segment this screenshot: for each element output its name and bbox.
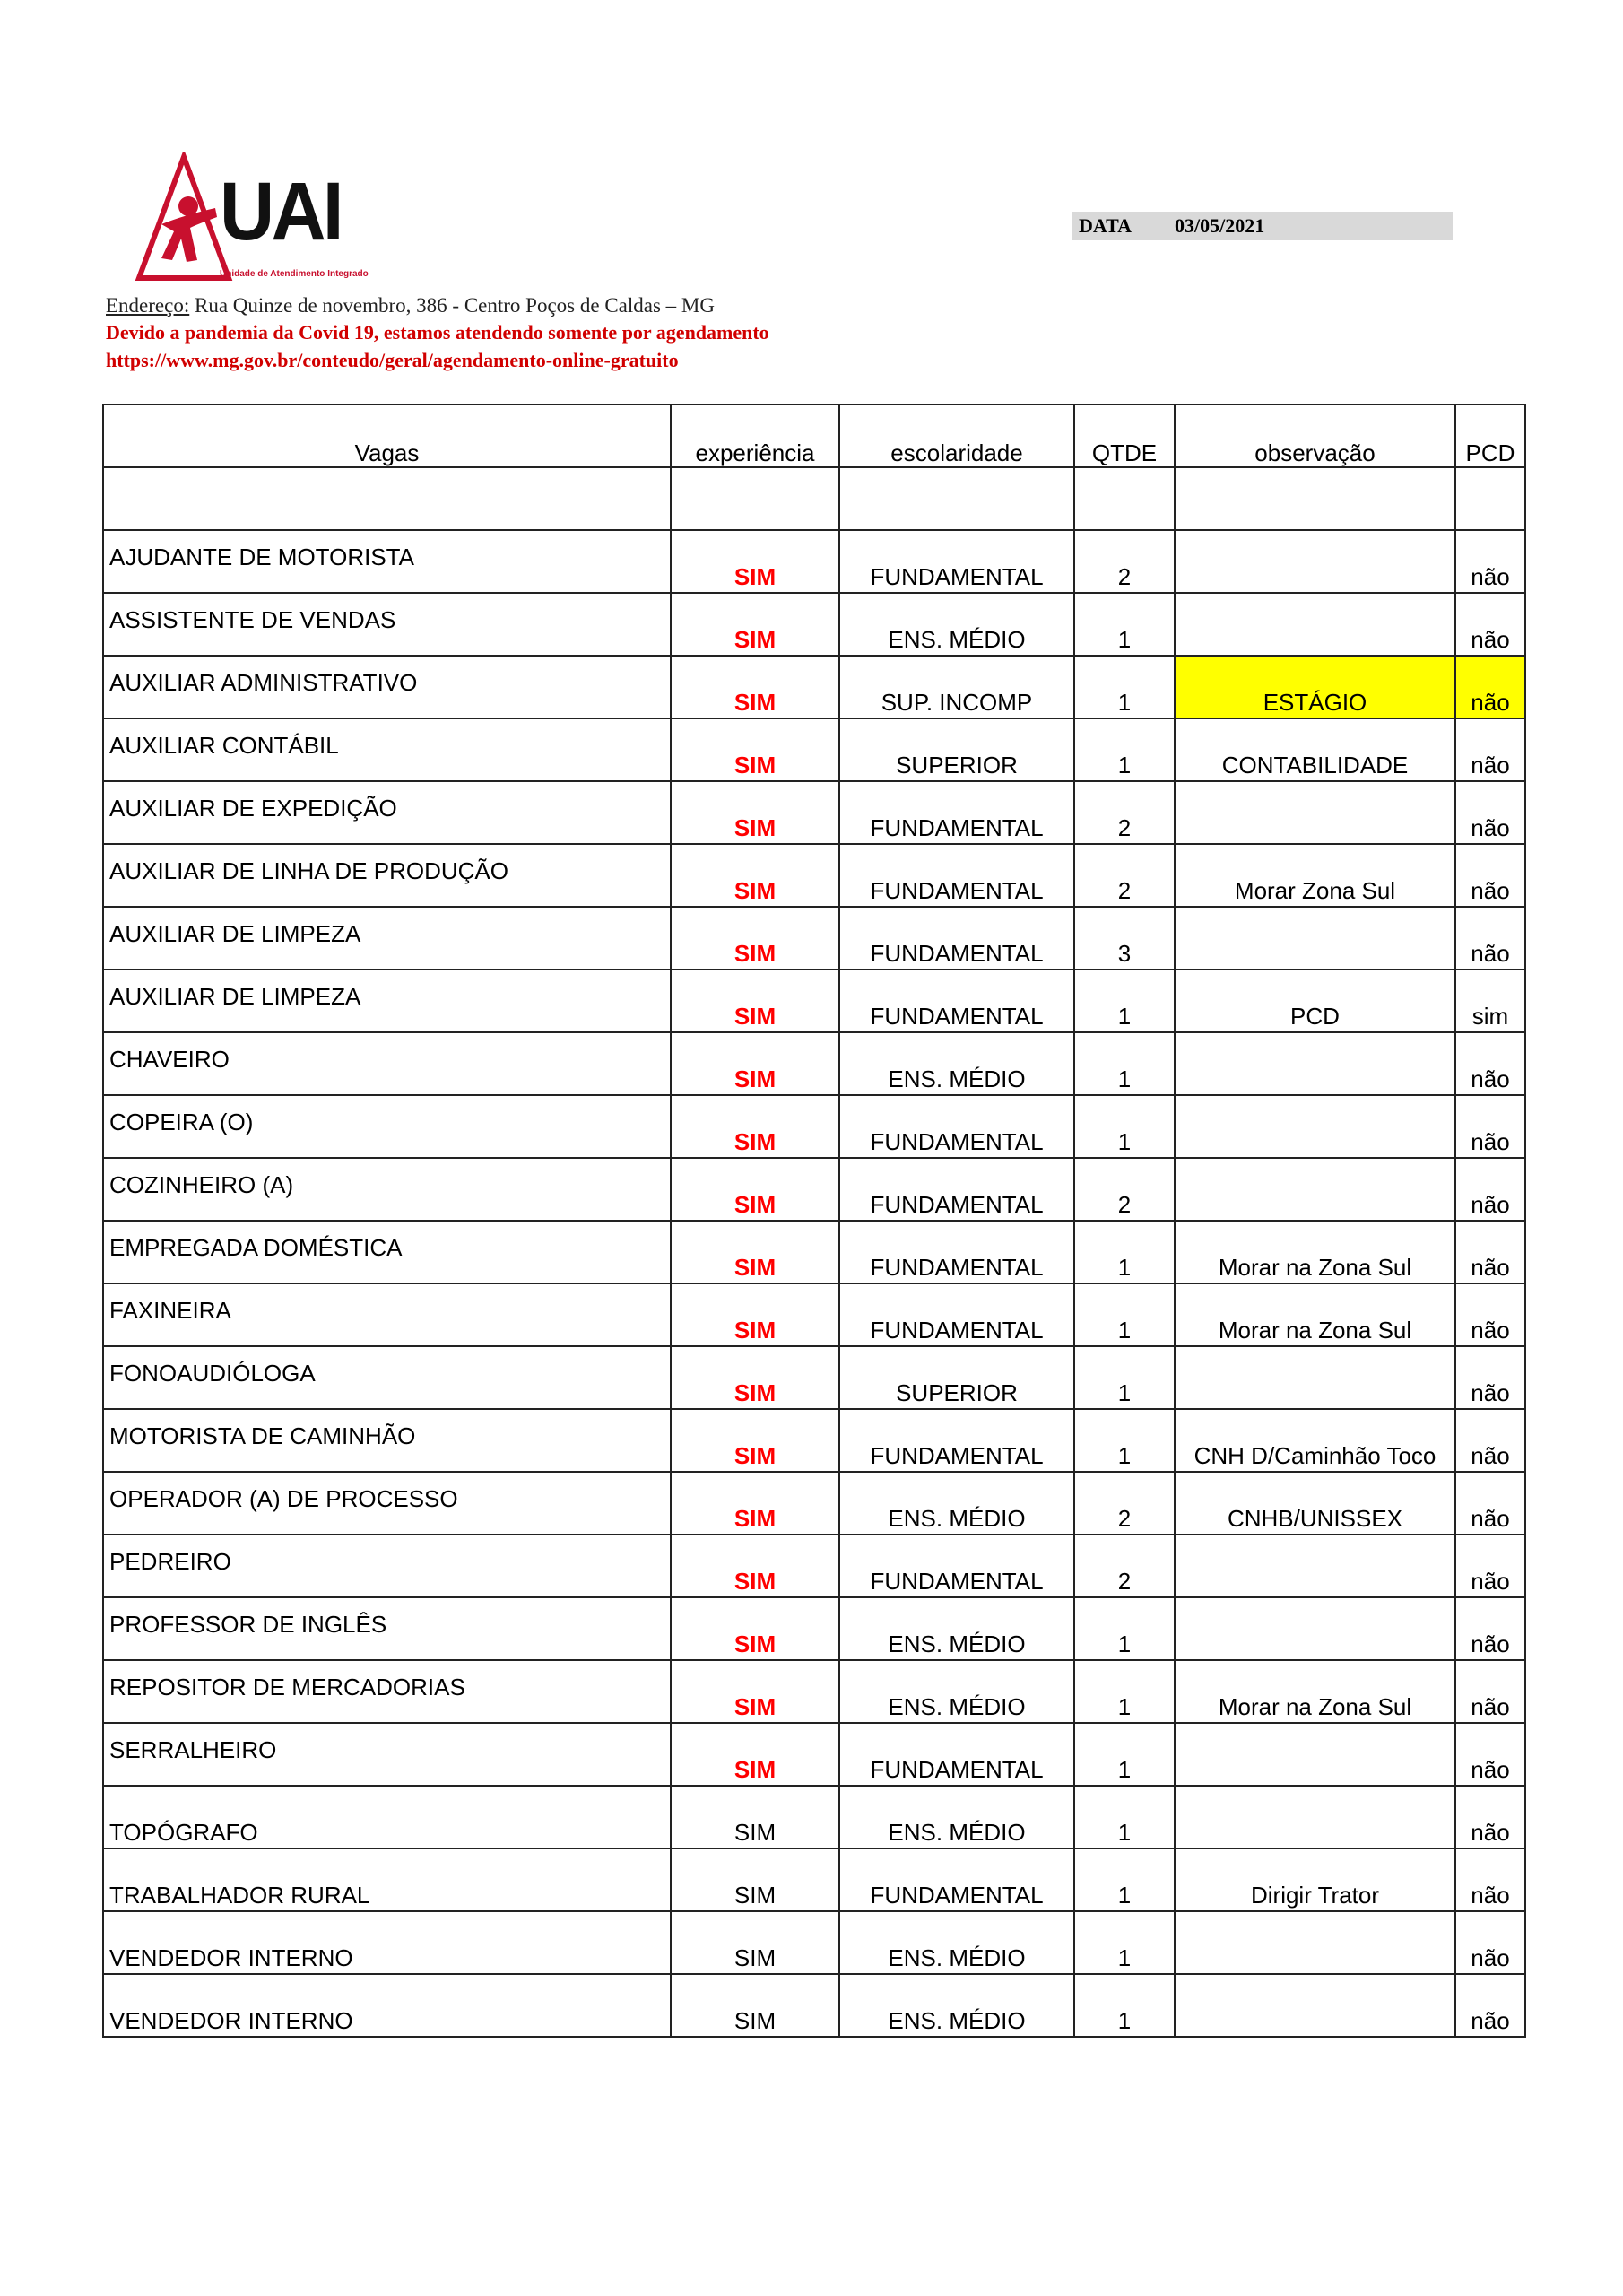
cell-qtde: 1 <box>1074 593 1175 656</box>
cell-escolaridade: ENS. MÉDIO <box>839 1660 1074 1723</box>
table-row <box>103 593 1525 656</box>
cell-experiencia: SIM <box>671 593 839 656</box>
cell-experiencia: SIM <box>671 1032 839 1095</box>
cell-observacao <box>1175 1786 1455 1848</box>
cell-observacao: Morar na Zona Sul <box>1175 1221 1455 1283</box>
cell-pcd: não <box>1455 1095 1525 1158</box>
table-row <box>103 1032 1525 1095</box>
cell-escolaridade: ENS. MÉDIO <box>839 1974 1074 2037</box>
cell-pcd: não <box>1455 1158 1525 1221</box>
cell-vaga: FAXINEIRA <box>103 1283 671 1346</box>
cell-pcd: não <box>1455 1221 1525 1283</box>
cell-pcd: não <box>1455 1723 1525 1786</box>
cell-observacao <box>1175 530 1455 593</box>
header-experiencia: experiência <box>671 404 839 467</box>
table-row <box>103 1409 1525 1472</box>
cell-escolaridade: FUNDAMENTAL <box>839 1723 1074 1786</box>
cell-qtde: 1 <box>1074 1409 1175 1472</box>
uai-logo-mark <box>135 152 233 287</box>
cell-escolaridade: FUNDAMENTAL <box>839 844 1074 907</box>
cell-observacao <box>1175 1158 1455 1221</box>
cell-qtde: 1 <box>1074 1221 1175 1283</box>
cell-pcd: não <box>1455 656 1525 718</box>
cell-pcd: não <box>1455 1032 1525 1095</box>
cell-qtde: 1 <box>1074 1597 1175 1660</box>
table-row <box>103 1974 1525 2037</box>
table-row <box>103 1848 1525 1911</box>
table-row <box>103 844 1525 907</box>
cell-vaga: FONOAUDIÓLOGA <box>103 1346 671 1409</box>
cell-escolaridade: ENS. MÉDIO <box>839 1472 1074 1535</box>
cell-qtde: 3 <box>1074 907 1175 970</box>
table-row <box>103 907 1525 970</box>
cell-observacao: Morar na Zona Sul <box>1175 1283 1455 1346</box>
cell-vaga: TOPÓGRAFO <box>103 1786 671 1848</box>
cell-observacao <box>1175 1723 1455 1786</box>
cell-qtde: 2 <box>1074 530 1175 593</box>
header-escolaridade: escolaridade <box>839 404 1074 467</box>
table-body <box>103 467 1525 2037</box>
cell-qtde: 2 <box>1074 844 1175 907</box>
cell-escolaridade: FUNDAMENTAL <box>839 1535 1074 1597</box>
cell-vaga: VENDEDOR INTERNO <box>103 1974 671 2037</box>
table-row <box>103 1346 1525 1409</box>
cell-experiencia: SIM <box>671 1095 839 1158</box>
cell-qtde: 1 <box>1074 1723 1175 1786</box>
table-row <box>103 1535 1525 1597</box>
cell-experiencia: SIM <box>671 1409 839 1472</box>
table-row <box>103 1597 1525 1660</box>
table-row <box>103 970 1525 1032</box>
cell-experiencia: SIM <box>671 1472 839 1535</box>
cell-qtde: 1 <box>1074 656 1175 718</box>
cell-escolaridade: ENS. MÉDIO <box>839 1597 1074 1660</box>
address-text: Rua Quinze de novembro, 386 - Centro Poços de Caldas – MG <box>189 294 715 317</box>
cell-escolaridade: ENS. MÉDIO <box>839 1032 1074 1095</box>
table-row <box>103 1723 1525 1786</box>
cell-vaga: MOTORISTA DE CAMINHÃO <box>103 1409 671 1472</box>
table-row <box>103 1283 1525 1346</box>
cell-escolaridade: FUNDAMENTAL <box>839 530 1074 593</box>
cell-qtde: 1 <box>1074 1974 1175 2037</box>
cell-observacao: CONTABILIDADE <box>1175 718 1455 781</box>
cell-experiencia: SIM <box>671 970 839 1032</box>
cell-vaga: ASSISTENTE DE VENDAS <box>103 593 671 656</box>
cell-qtde: 2 <box>1074 781 1175 844</box>
table-row <box>103 1911 1525 1974</box>
cell-observacao <box>1175 1346 1455 1409</box>
cell-escolaridade: ENS. MÉDIO <box>839 593 1074 656</box>
cell-pcd: não <box>1455 781 1525 844</box>
cell-pcd: não <box>1455 593 1525 656</box>
cell-pcd: não <box>1455 1848 1525 1911</box>
cell-pcd: não <box>1455 907 1525 970</box>
cell-vaga: AUXILIAR CONTÁBIL <box>103 718 671 781</box>
cell-vaga: AUXILIAR ADMINISTRATIVO <box>103 656 671 718</box>
table-row <box>103 1786 1525 1848</box>
cell-observacao <box>1175 593 1455 656</box>
cell-escolaridade: SUPERIOR <box>839 1346 1074 1409</box>
scheduling-link[interactable]: https://www.mg.gov.br/conteudo/geral/agendamento-online-gratuito <box>106 349 679 371</box>
address-line <box>106 294 715 317</box>
cell-experiencia: SIM <box>671 1283 839 1346</box>
cell-qtde: 2 <box>1074 1535 1175 1597</box>
address-label: Endereço: <box>106 294 190 317</box>
cell-pcd: não <box>1455 1597 1525 1660</box>
table-row <box>103 656 1525 718</box>
table-row <box>103 1158 1525 1221</box>
cell-experiencia: SIM <box>671 1158 839 1221</box>
cell-vaga: PEDREIRO <box>103 1535 671 1597</box>
cell-vaga: VENDEDOR INTERNO <box>103 1911 671 1974</box>
cell-qtde: 1 <box>1074 1786 1175 1848</box>
table-row-empty <box>103 467 1525 530</box>
cell-pcd: não <box>1455 1660 1525 1723</box>
cell-escolaridade: FUNDAMENTAL <box>839 1409 1074 1472</box>
table-row <box>103 1660 1525 1723</box>
cell-pcd: não <box>1455 1786 1525 1848</box>
cell-vaga: REPOSITOR DE MERCADORIAS <box>103 1660 671 1723</box>
cell-observacao: PCD <box>1175 970 1455 1032</box>
cell-vaga: CHAVEIRO <box>103 1032 671 1095</box>
header-qtde: QTDE <box>1074 404 1175 467</box>
date-label: DATA <box>1079 214 1133 237</box>
cell-vaga: AUXILIAR DE LINHA DE PRODUÇÃO <box>103 844 671 907</box>
cell-pcd: não <box>1455 1409 1525 1472</box>
cell-observacao: Morar Zona Sul <box>1175 844 1455 907</box>
cell-experiencia: SIM <box>671 844 839 907</box>
cell-experiencia: SIM <box>671 1848 839 1911</box>
cell-observacao <box>1175 907 1455 970</box>
header-vagas: Vagas <box>103 404 671 467</box>
cell-pcd: não <box>1455 1535 1525 1597</box>
cell-qtde: 1 <box>1074 1911 1175 1974</box>
cell-qtde: 1 <box>1074 1032 1175 1095</box>
cell-observacao <box>1175 1911 1455 1974</box>
cell-observacao <box>1175 1597 1455 1660</box>
date-box <box>1072 212 1453 240</box>
table-header-row <box>103 404 1525 467</box>
header-observacao: observação <box>1175 404 1455 467</box>
cell-vaga: AUXILIAR DE EXPEDIÇÃO <box>103 781 671 844</box>
cell-escolaridade: ENS. MÉDIO <box>839 1786 1074 1848</box>
cell-qtde: 1 <box>1074 1346 1175 1409</box>
cell-observacao <box>1175 1095 1455 1158</box>
cell-escolaridade: FUNDAMENTAL <box>839 970 1074 1032</box>
covid-notice: Devido a pandemia da Covid 19, estamos atendendo somente por agendamento <box>106 321 769 344</box>
uai-logo <box>135 152 368 287</box>
cell-escolaridade: FUNDAMENTAL <box>839 1158 1074 1221</box>
cell-experiencia: SIM <box>671 1660 839 1723</box>
cell-observacao: CNHB/UNISSEX <box>1175 1472 1455 1535</box>
date-value: 03/05/2021 <box>1175 214 1265 237</box>
cell-observacao <box>1175 1032 1455 1095</box>
cell-vaga: AJUDANTE DE MOTORISTA <box>103 530 671 593</box>
cell-qtde: 1 <box>1074 1660 1175 1723</box>
cell-observacao <box>1175 1974 1455 2037</box>
cell-experiencia: SIM <box>671 1346 839 1409</box>
logo-text: UAI <box>220 166 341 257</box>
cell-observacao <box>1175 1535 1455 1597</box>
cell-observacao: ESTÁGIO <box>1175 656 1455 718</box>
cell-observacao: Morar na Zona Sul <box>1175 1660 1455 1723</box>
cell-escolaridade: SUPERIOR <box>839 718 1074 781</box>
cell-vaga: OPERADOR (A) DE PROCESSO <box>103 1472 671 1535</box>
cell-experiencia: SIM <box>671 1723 839 1786</box>
cell-experiencia: SIM <box>671 718 839 781</box>
cell-escolaridade: FUNDAMENTAL <box>839 1848 1074 1911</box>
cell-pcd: não <box>1455 718 1525 781</box>
table-row <box>103 1095 1525 1158</box>
cell-observacao: Dirigir Trator <box>1175 1848 1455 1911</box>
cell-pcd: não <box>1455 1911 1525 1974</box>
cell-experiencia: SIM <box>671 781 839 844</box>
cell-experiencia: SIM <box>671 1597 839 1660</box>
cell-pcd: não <box>1455 1283 1525 1346</box>
cell-vaga: TRABALHADOR RURAL <box>103 1848 671 1911</box>
cell-experiencia: SIM <box>671 1221 839 1283</box>
cell-vaga: COZINHEIRO (A) <box>103 1158 671 1221</box>
cell-experiencia: SIM <box>671 530 839 593</box>
cell-qtde: 2 <box>1074 1472 1175 1535</box>
cell-escolaridade: FUNDAMENTAL <box>839 1095 1074 1158</box>
cell-qtde: 1 <box>1074 1283 1175 1346</box>
cell-escolaridade: SUP. INCOMP <box>839 656 1074 718</box>
cell-vaga: PROFESSOR DE INGLÊS <box>103 1597 671 1660</box>
cell-qtde: 1 <box>1074 1095 1175 1158</box>
cell-escolaridade: FUNDAMENTAL <box>839 1221 1074 1283</box>
cell-pcd: sim <box>1455 970 1525 1032</box>
cell-observacao: CNH D/Caminhão Toco <box>1175 1409 1455 1472</box>
cell-vaga: EMPREGADA DOMÉSTICA <box>103 1221 671 1283</box>
cell-pcd: não <box>1455 530 1525 593</box>
table-row <box>103 718 1525 781</box>
table-row <box>103 530 1525 593</box>
cell-pcd: não <box>1455 1472 1525 1535</box>
cell-qtde: 1 <box>1074 970 1175 1032</box>
cell-vaga: COPEIRA (O) <box>103 1095 671 1158</box>
cell-observacao <box>1175 781 1455 844</box>
cell-qtde: 2 <box>1074 1158 1175 1221</box>
cell-escolaridade: FUNDAMENTAL <box>839 1283 1074 1346</box>
table-row <box>103 781 1525 844</box>
cell-experiencia: SIM <box>671 1786 839 1848</box>
table-row <box>103 1472 1525 1535</box>
cell-escolaridade: FUNDAMENTAL <box>839 907 1074 970</box>
cell-vaga: AUXILIAR DE LIMPEZA <box>103 907 671 970</box>
cell-experiencia: SIM <box>671 1974 839 2037</box>
cell-experiencia: SIM <box>671 656 839 718</box>
cell-qtde: 1 <box>1074 718 1175 781</box>
header-pcd: PCD <box>1455 404 1525 467</box>
cell-pcd: não <box>1455 1346 1525 1409</box>
cell-pcd: não <box>1455 1974 1525 2037</box>
cell-escolaridade: FUNDAMENTAL <box>839 781 1074 844</box>
cell-experiencia: SIM <box>671 1535 839 1597</box>
cell-vaga: AUXILIAR DE LIMPEZA <box>103 970 671 1032</box>
cell-experiencia: SIM <box>671 1911 839 1974</box>
cell-experiencia: SIM <box>671 907 839 970</box>
cell-escolaridade: ENS. MÉDIO <box>839 1911 1074 1974</box>
logo-subtitle: Unidade de Atendimento Integrado <box>220 269 369 279</box>
cell-qtde: 1 <box>1074 1848 1175 1911</box>
cell-pcd: não <box>1455 844 1525 907</box>
table-row <box>103 1221 1525 1283</box>
vagas-table <box>102 404 1526 2038</box>
cell-vaga: SERRALHEIRO <box>103 1723 671 1786</box>
